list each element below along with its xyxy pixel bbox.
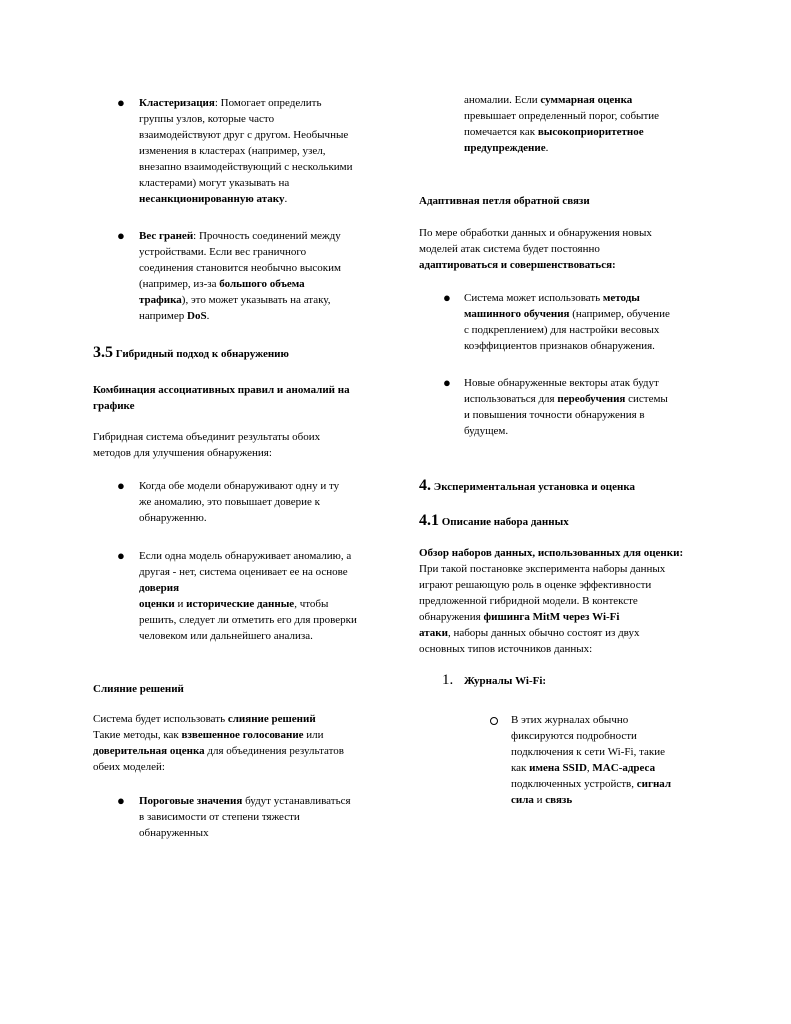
- continuation-text: [464, 92, 659, 156]
- text-line: в зависимости от степени тяжести: [139, 811, 300, 823]
- text-line: основных типов источников данных:: [419, 643, 593, 655]
- bullet-dot: ●: [117, 548, 125, 563]
- bullet-retraining: [464, 375, 668, 439]
- text-line: обнаружения фишинга MitM через Wi-Fi: [419, 611, 620, 623]
- bullet-dot: ●: [117, 95, 125, 110]
- hollow-bullet: [490, 717, 498, 725]
- subbullet-wifi-logs: [511, 712, 671, 808]
- text-line: Когда обе модели обнаруживают одну и ту: [139, 480, 340, 492]
- text-line: взаимодействуют друг с другом. Необычные: [139, 129, 349, 141]
- text-line: будущем.: [464, 425, 509, 437]
- bullet-clustering: [139, 95, 353, 207]
- text-line: несанкционированную атаку.: [139, 193, 288, 205]
- text-line: же аномалию, это повышает доверие к: [139, 496, 320, 508]
- text-line: Кластеризация: Помогает определить: [139, 97, 322, 109]
- section-4-heading: [419, 478, 635, 495]
- text-line: обнаруженню.: [139, 512, 207, 524]
- text-line: фиксируются подробности: [511, 730, 637, 742]
- text-line: аномалии. Если суммарная оценка: [464, 94, 633, 106]
- text-line: обеих моделей:: [93, 761, 165, 773]
- text-line: предложенной гибридной модели. В контексте: [419, 595, 638, 607]
- text-line: доверия: [139, 582, 180, 594]
- text-line: оценки и исторические данные, чтобы: [139, 598, 329, 610]
- list-number: 1.: [442, 672, 454, 688]
- subheading-decision-fusion: Слияние решений: [93, 683, 184, 695]
- text-line: помечается как высокоприоритетное: [464, 126, 644, 138]
- bullet-dot: ●: [117, 793, 125, 808]
- text-line: другая - нет, система оценивает ее на основе: [139, 566, 348, 578]
- text-line: Пороговые значения будут устанавливаться: [139, 795, 351, 807]
- text-line: как имена SSID, MAC-адреса: [511, 762, 656, 774]
- bullet-thresholds: [139, 793, 351, 841]
- paragraph-feedback-loop: [419, 225, 652, 273]
- numbered-item-wifi-logs: [442, 672, 546, 689]
- bullet-dot: ●: [117, 478, 125, 493]
- text-line: моделей атак система будет постоянно: [419, 243, 600, 255]
- text-line: По мере обработки данных и обнаружения новых: [419, 227, 652, 239]
- section-number: 3.5: [93, 344, 113, 361]
- text-line: человеком или дальнейшего анализа.: [139, 630, 313, 642]
- text-line: В этих журналах обычно: [511, 714, 629, 726]
- text-line: (например, из-за большого объема: [139, 278, 305, 290]
- paragraph-datasets: [419, 545, 683, 657]
- subheading-feedback-loop: Адаптивная петля обратной связи: [419, 195, 590, 207]
- text-line: Система может использовать методы: [464, 292, 640, 304]
- bullet-dot: ●: [117, 228, 125, 243]
- text-line: Система будет использовать слияние решений: [93, 713, 316, 725]
- bullet-one-model: [139, 548, 357, 644]
- bullet-machine-learning: [464, 290, 670, 354]
- text-line: Новые обнаруженные векторы атак будут: [464, 377, 659, 389]
- list-title: Журналы Wi-Fi:: [464, 675, 547, 687]
- text-line: например DoS.: [139, 310, 210, 322]
- text-line: подключения к сети Wi-Fi, такие: [511, 746, 666, 758]
- text-line: решить, следует ли отметить его для проверки: [139, 614, 357, 626]
- paragraph-decision-fusion: [93, 711, 344, 775]
- paragraph-hybrid-intro: Гибридная система объединит результаты обоих методов для улучшения обнаружения:: [93, 431, 321, 459]
- text-line: группы узлов, которые часто: [139, 113, 275, 125]
- text-line: кластерами) могут указывать на: [139, 177, 290, 189]
- text-line: машинного обучения (например, обучение: [464, 308, 670, 320]
- text-line: подключенных устройств, сигнал: [511, 778, 672, 790]
- bullet-both-models: [139, 478, 339, 526]
- text-line: и повышения точности обнаружения в: [464, 409, 645, 421]
- text-line: При такой постановке эксперимента наборы данных: [419, 563, 666, 575]
- text-line: Такие методы, как взвешенное голосование или: [93, 729, 324, 741]
- bullet-dot: ●: [443, 290, 451, 305]
- section-title: Описание набора данных: [441, 516, 569, 528]
- section-title: Экспериментальная установка и оценка: [433, 481, 636, 493]
- text-line: внезапно взаимодействующий с несколькими: [139, 161, 353, 173]
- text-line: играют решающую роль в оценке эффективности: [419, 579, 652, 591]
- text-line: адаптироваться и совершенствоваться:: [419, 259, 616, 271]
- text-line: атаки, наборы данных обычно состоят из двух: [419, 627, 640, 639]
- section-3-5-heading: [93, 345, 289, 362]
- text-line: Вес граней: Прочность соединений между: [139, 230, 341, 242]
- text-line: коэффициентов признаков обнаружения.: [464, 340, 655, 352]
- text-line: Если одна модель обнаруживает аномалию, а: [139, 550, 352, 562]
- text-line: превышает определенный порог, событие: [464, 110, 660, 122]
- text-line: Обзор наборов данных, использованных для оценки:: [419, 547, 684, 559]
- text-line: доверительная оценка для объединения результатов: [93, 745, 344, 757]
- text-line: сила и связь: [511, 794, 573, 806]
- bullet-dot: ●: [443, 375, 451, 390]
- text-line: изменения в кластерах (например, узел,: [139, 145, 326, 157]
- text-line: устройствами. Если вес граничного: [139, 246, 307, 258]
- subheading-hybrid-combination: Комбинация ассоциативных правил и аномалий на графике: [93, 384, 350, 412]
- section-4-1-heading: [419, 513, 569, 530]
- section-title: Гибридный подход к обнаружению: [115, 348, 289, 360]
- text-line: предупреждение.: [464, 142, 549, 154]
- section-number: 4.1: [419, 512, 439, 529]
- text-line: использоваться для переобучения системы: [464, 393, 668, 405]
- text-line: соединения становится необычно высоким: [139, 262, 341, 274]
- text-line: трафика), это может указывать на атаку,: [139, 294, 331, 306]
- text-line: обнаруженных: [139, 827, 209, 839]
- bullet-edge-weight: [139, 228, 341, 324]
- section-number: 4.: [419, 477, 431, 494]
- text-line: с подкреплением) для настройки весовых: [464, 324, 660, 336]
